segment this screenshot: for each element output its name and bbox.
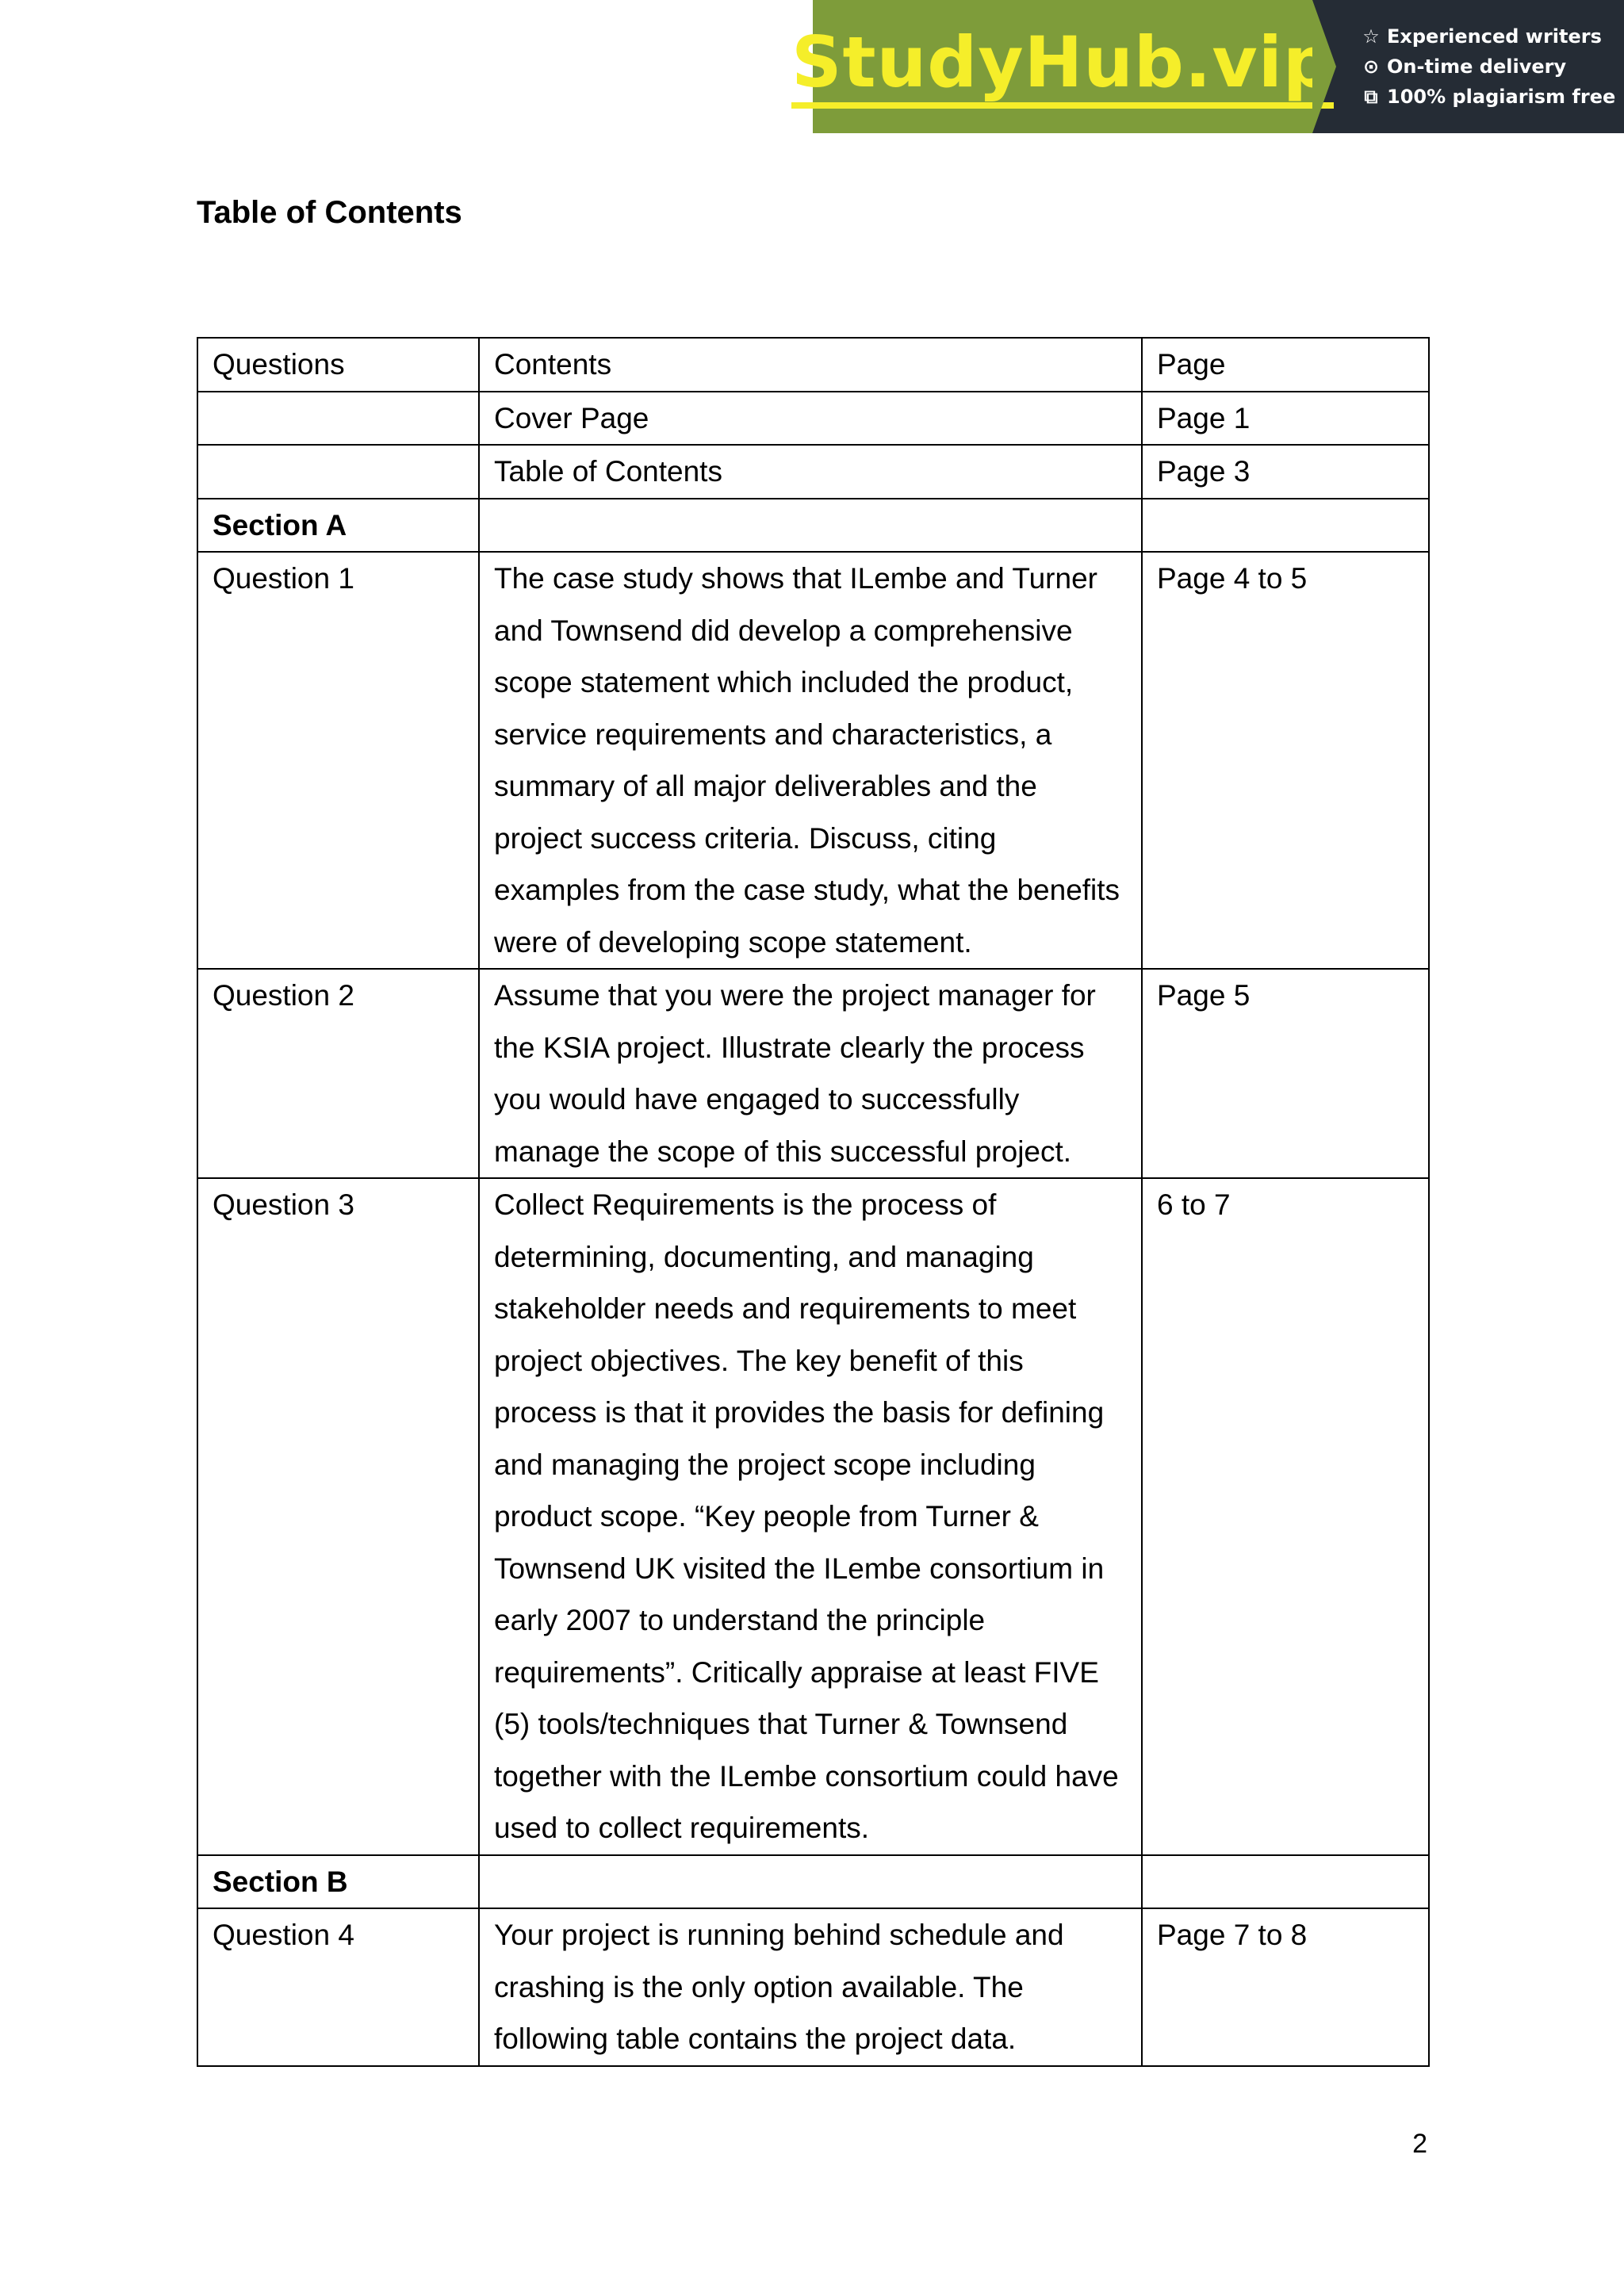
table-row bbox=[197, 1178, 1429, 1855]
feature-text: Experienced writers bbox=[1387, 25, 1602, 48]
row-question: Question 1 bbox=[197, 552, 479, 969]
row-contents: Table of Contents bbox=[479, 445, 1142, 499]
header-page: Page bbox=[1142, 338, 1429, 392]
star-icon: ☆ bbox=[1362, 25, 1380, 48]
row-contents: Cover Page bbox=[479, 392, 1142, 446]
row-page: Page 3 bbox=[1142, 445, 1429, 499]
banner-arrow-shape bbox=[1312, 0, 1336, 133]
table-row bbox=[197, 969, 1429, 1178]
table-header-row bbox=[197, 338, 1429, 392]
section-heading: Section A bbox=[197, 499, 479, 553]
row-contents: Collect Requirements is the process of determining, documenting, and managing stakeholder needs and requirements to meet project objectives. The key benefit of this process is that it provides the basis for defining and managing the project scope including product scope. “Key people from Turner & Townsend UK visited the ILembe consortium in early 2007 to understand the principle requirements”. Critically appraise at least FIVE (5) tools/techniques that Turner & Townsend together with the ILembe consortium could have used to collect requirements. bbox=[479, 1178, 1142, 1855]
banner-features-panel bbox=[1312, 0, 1624, 133]
row-contents bbox=[479, 499, 1142, 553]
table-row bbox=[197, 392, 1429, 446]
row-contents: Your project is running behind schedule and crashing is the only option available. The following table contains the project data. bbox=[479, 1908, 1142, 2066]
banner-brand-panel bbox=[791, 0, 1334, 133]
table-row bbox=[197, 445, 1429, 499]
row-question: Question 3 bbox=[197, 1178, 479, 1855]
row-contents bbox=[479, 1855, 1142, 1909]
page-title: Table of Contents bbox=[197, 195, 462, 230]
row-page: Page 4 to 5 bbox=[1142, 552, 1429, 969]
row-question: Question 2 bbox=[197, 969, 479, 1178]
header-questions: Questions bbox=[197, 338, 479, 392]
feature-on-time-delivery bbox=[1362, 55, 1624, 78]
copy-icon: ⧉ bbox=[1364, 86, 1378, 108]
table-row bbox=[197, 1908, 1429, 2066]
row-contents: Assume that you were the project manager for the KSIA project. Illustrate clearly the process you would have engaged to successfully manage the scope of this successful project. bbox=[479, 969, 1142, 1178]
section-heading: Section B bbox=[197, 1855, 479, 1909]
table-row bbox=[197, 552, 1429, 969]
row-page bbox=[1142, 1855, 1429, 1909]
row-question: Question 4 bbox=[197, 1908, 479, 2066]
table-row-section bbox=[197, 499, 1429, 553]
feature-plagiarism-free bbox=[1362, 86, 1624, 108]
studyhub-banner[interactable] bbox=[791, 0, 1624, 133]
row-page: Page 5 bbox=[1142, 969, 1429, 1178]
row-contents: The case study shows that ILembe and Turner and Townsend did develop a comprehensive scope statement which included the product, service requirements and characteristics, a summary of all major deliverables and the project success criteria. Discuss, citing examples from the case study, what the benefits were of developing scope statement. bbox=[479, 552, 1142, 969]
header-contents: Contents bbox=[479, 338, 1142, 392]
row-page: 6 to 7 bbox=[1142, 1178, 1429, 1855]
feature-text: On-time delivery bbox=[1387, 55, 1567, 78]
table-row-section bbox=[197, 1855, 1429, 1909]
row-page: Page 1 bbox=[1142, 392, 1429, 446]
toc-table bbox=[197, 337, 1430, 2067]
feature-experienced-writers bbox=[1362, 25, 1624, 48]
row-page: Page 7 to 8 bbox=[1142, 1908, 1429, 2066]
feature-text: 100% plagiarism free bbox=[1387, 86, 1616, 108]
clock-icon: ⊙ bbox=[1362, 55, 1380, 78]
page-number: 2 bbox=[1412, 2129, 1427, 2159]
brand-logo: StudyHub.vip bbox=[791, 25, 1334, 109]
row-page bbox=[1142, 499, 1429, 553]
row-question bbox=[197, 392, 479, 446]
row-question bbox=[197, 445, 479, 499]
